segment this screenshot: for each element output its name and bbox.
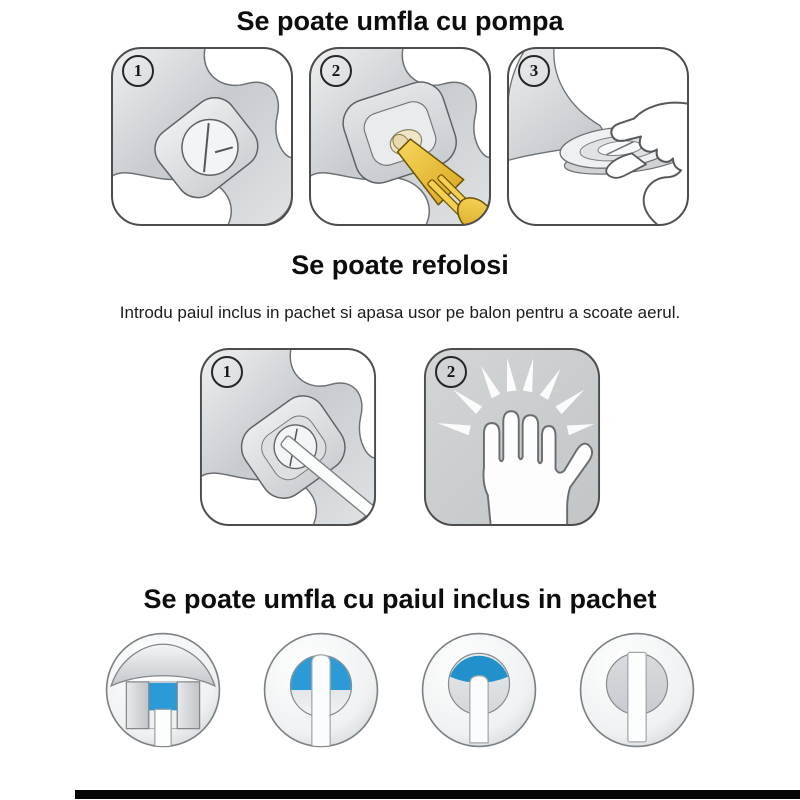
reuse-step-2-panel [423,347,601,527]
valve-figure-1 [104,629,222,751]
bottom-bar [75,790,800,799]
pump-step-1-panel [110,46,294,227]
valve-figure-4 [578,629,696,751]
reuse-step-1-panel [199,347,377,527]
valve-figures-row [0,629,800,751]
step-number-badge: 2 [435,356,467,388]
section-title-reuse: Se poate refolosi [291,250,509,280]
valve-top-view-crescent-icon [420,629,538,751]
reuse-description: Introdu paiul inclus in pachet si apasa usor pe balon pentru a scoate aerul. [119,303,681,322]
valve-top-view-plain-icon [578,629,696,751]
pump-steps-row [0,46,800,227]
step-number-badge: 3 [518,55,550,87]
pump-step-3-panel [506,46,690,227]
reuse-steps-row [0,347,800,527]
step-number-badge: 1 [122,55,154,87]
valve-figure-2 [262,629,380,751]
section-title-pump: Se poate umfla cu pompa [236,6,564,36]
step-number-badge: 2 [320,55,352,87]
step-number-badge: 1 [211,356,243,388]
pump-step-2-panel [308,46,492,227]
valve-top-view-icon [262,629,380,751]
section-title-straw: Se poate umfla cu paiul inclus in pachet [143,584,657,614]
valve-figure-3 [420,629,538,751]
valve-cross-section-icon [104,629,222,751]
